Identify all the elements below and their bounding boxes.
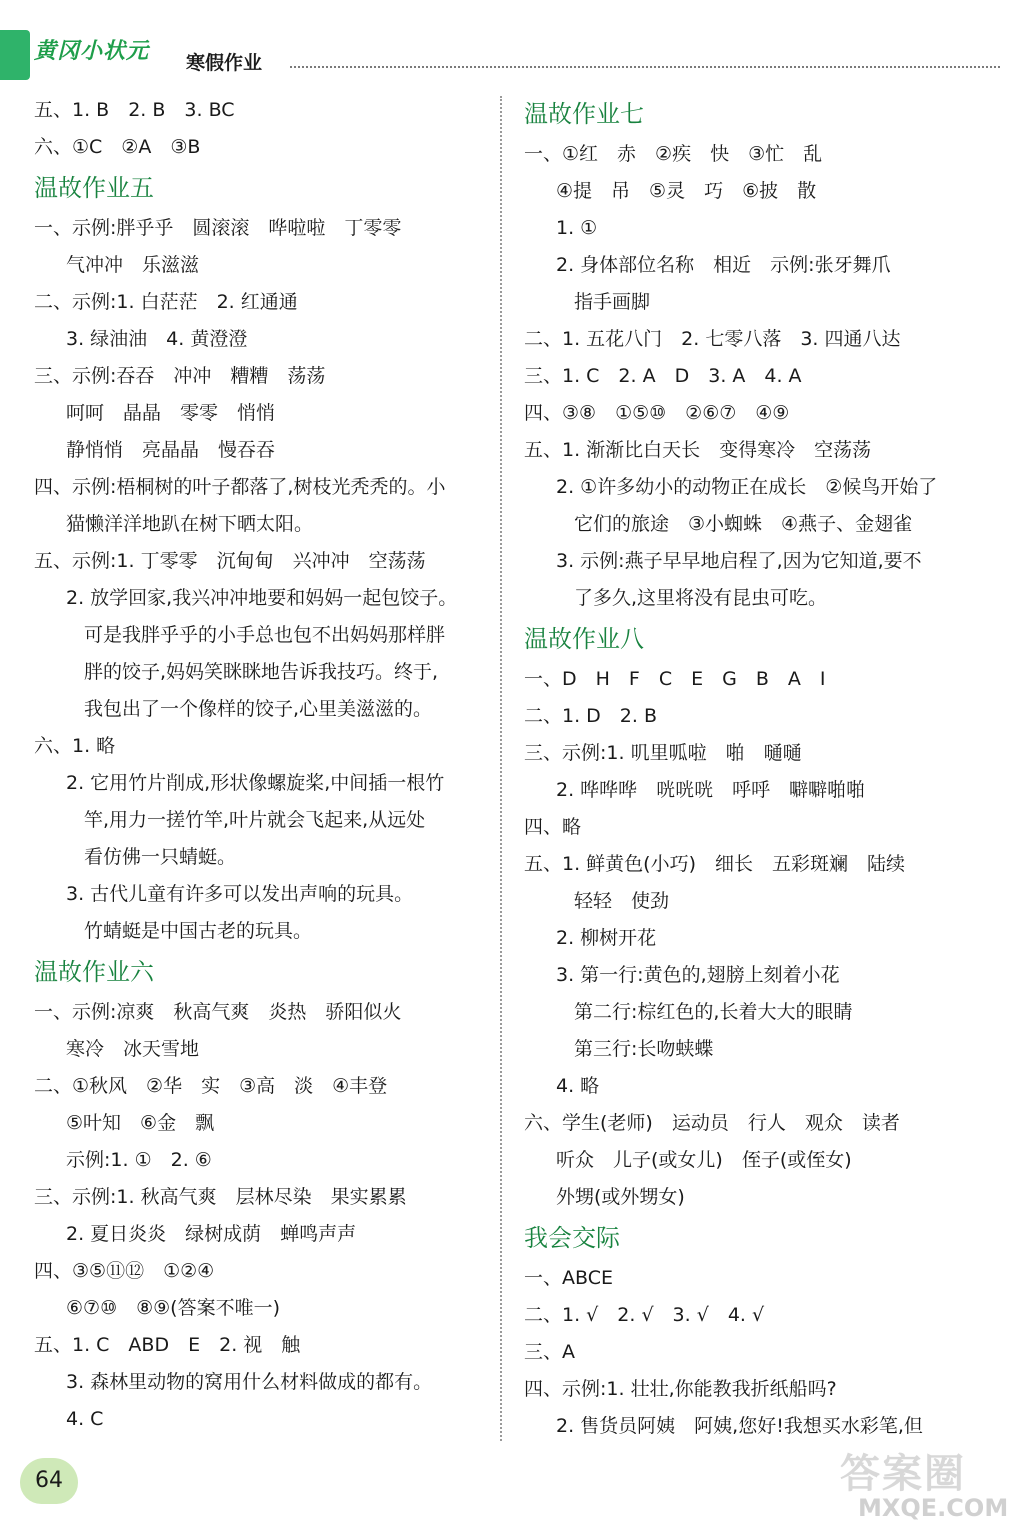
answer-line: 2. 放学回家,我兴冲冲地要和妈妈一起包饺子。 bbox=[66, 587, 458, 609]
answer-line: 一、D H F C E G B A I bbox=[524, 668, 826, 690]
answer-line: 第三行:长吻蛱蝶 bbox=[574, 1038, 714, 1060]
section-heading: 温故作业八 bbox=[524, 625, 644, 653]
answer-line: 二、1. D 2. B bbox=[524, 705, 658, 727]
answer-line: 呵呵 晶晶 零零 悄悄 bbox=[66, 402, 276, 424]
header-dotted-rule bbox=[290, 66, 1000, 68]
answer-line: 竿,用力一搓竹竿,叶片就会飞起来,从远处 bbox=[84, 809, 426, 831]
answer-line: 四、③⑤⑪⑫ ①②④ bbox=[34, 1260, 215, 1282]
answer-line: ⑥⑦⑩ ⑧⑨(答案不唯一) bbox=[66, 1297, 280, 1319]
answer-line: 轻轻 使劲 bbox=[574, 890, 670, 912]
answer-line: 五、1. 鲜黄色(小巧) 细长 五彩斑斓 陆续 bbox=[524, 853, 905, 875]
answer-line: 指手画脚 bbox=[574, 291, 651, 313]
answer-line: 二、示例:1. 白茫茫 2. 红通通 bbox=[34, 291, 298, 313]
answer-line: 2. 售货员阿姨 阿姨,您好!我想买水彩笔,但 bbox=[556, 1415, 923, 1437]
answer-line: 三、A bbox=[524, 1341, 575, 1363]
answer-line: 4. 略 bbox=[556, 1075, 600, 1097]
answer-line: 二、1. 五花八门 2. 七零八落 3. 四通八达 bbox=[524, 328, 901, 350]
answer-line: 二、①秋风 ②华 实 ③高 淡 ④丰登 bbox=[34, 1075, 388, 1097]
answer-line: 3. 第一行:黄色的,翅膀上刻着小花 bbox=[556, 964, 840, 986]
answer-line: 一、ABCE bbox=[524, 1267, 613, 1289]
header-title: 寒假作业 bbox=[186, 52, 263, 74]
answer-line: 三、示例:1. 叽里呱啦 啪 嗵嗵 bbox=[524, 742, 802, 764]
answer-line: 一、示例:胖乎乎 圆滚滚 哗啦啦 丁零零 bbox=[34, 217, 402, 239]
answer-line: 一、示例:凉爽 秋高气爽 炎热 骄阳似火 bbox=[34, 1001, 402, 1023]
answer-line: 它们的旅途 ③小蜘蛛 ④燕子、金翅雀 bbox=[574, 513, 913, 535]
brand-logo: 黄冈小状元 bbox=[34, 39, 150, 64]
answer-line: 3. 示例:燕子早早地启程了,因为它知道,要不 bbox=[556, 550, 922, 572]
answer-line: 五、1. B 2. B 3. BC bbox=[34, 99, 235, 121]
answer-line: 胖的饺子,妈妈笑眯眯地告诉我技巧。终于, bbox=[84, 661, 439, 683]
answer-line: 听众 儿子(或女儿) 侄子(或侄女) bbox=[556, 1149, 852, 1171]
section-heading: 我会交际 bbox=[524, 1224, 620, 1252]
answer-line: 三、示例:吞吞 冲冲 糟糟 荡荡 bbox=[34, 365, 326, 387]
left-column bbox=[34, 92, 494, 1438]
answer-line: 2. 哗哗哗 咣咣咣 呼呼 噼噼啪啪 bbox=[556, 779, 866, 801]
answer-line: 3. 绿油油 4. 黄澄澄 bbox=[66, 328, 248, 350]
answer-line: 寒冷 冰天雪地 bbox=[66, 1038, 200, 1060]
answer-line: 2. 它用竹片削成,形状像螺旋桨,中间插一根竹 bbox=[66, 772, 445, 794]
answer-line: 2. 夏日炎炎 绿树成荫 蝉鸣声声 bbox=[66, 1223, 357, 1245]
column-divider bbox=[500, 96, 502, 1441]
watermark bbox=[840, 1442, 1010, 1532]
answer-line: 2. 柳树开花 bbox=[556, 927, 657, 949]
answer-line: 看仿佛一只蜻蜓。 bbox=[84, 846, 237, 868]
answer-line: 六、学生(老师) 运动员 行人 观众 读者 bbox=[524, 1112, 900, 1134]
answer-line: 第二行:棕红色的,长着大大的眼睛 bbox=[574, 1001, 853, 1023]
answer-line: 三、示例:1. 秋高气爽 层林尽染 果实累累 bbox=[34, 1186, 407, 1208]
answer-line: 3. 森林里动物的窝用什么材料做成的都有。 bbox=[66, 1371, 433, 1393]
answer-line: 五、1. C ABD E 2. 视 触 bbox=[34, 1334, 301, 1356]
answer-line: 1. ① bbox=[556, 217, 598, 239]
answer-line: 静悄悄 亮晶晶 慢吞吞 bbox=[66, 439, 276, 461]
answer-line: 外甥(或外甥女) bbox=[556, 1186, 685, 1208]
answer-line: 四、略 bbox=[524, 816, 582, 838]
section-heading: 温故作业六 bbox=[34, 958, 154, 986]
answer-line: 五、1. 渐渐比白天长 变得寒冷 空荡荡 bbox=[524, 439, 872, 461]
answer-line: 猫懒洋洋地趴在树下晒太阳。 bbox=[66, 513, 314, 535]
answer-line: 2. ①许多幼小的动物正在成长 ②候鸟开始了 bbox=[556, 476, 938, 498]
answer-line: 可是我胖乎乎的小手总也包不出妈妈那样胖 bbox=[84, 624, 446, 646]
section-heading: 温故作业五 bbox=[34, 174, 154, 202]
watermark-text: 答案圈 bbox=[840, 1451, 966, 1497]
answer-line: 3. 古代儿童有许多可以发出声响的玩具。 bbox=[66, 883, 414, 905]
right-column bbox=[524, 92, 994, 1445]
section-heading: 温故作业七 bbox=[524, 100, 644, 128]
answer-line: 六、1. 略 bbox=[34, 735, 116, 757]
answer-line: 了多久,这里将没有昆虫可吃。 bbox=[574, 587, 828, 609]
page-number: 64 bbox=[20, 1458, 78, 1504]
answer-line: 六、①C ②A ③B bbox=[34, 136, 201, 158]
answer-line: 示例:1. ① 2. ⑥ bbox=[66, 1149, 212, 1171]
answer-line: 一、①红 赤 ②疾 快 ③忙 乱 bbox=[524, 143, 823, 165]
answer-line: ④提 吊 ⑤灵 巧 ⑥披 散 bbox=[556, 180, 817, 202]
answer-line: ⑤叶知 ⑥金 飘 bbox=[66, 1112, 215, 1134]
answer-line: 四、③⑧ ①⑤⑩ ②⑥⑦ ④⑨ bbox=[524, 402, 790, 424]
answer-line: 气冲冲 乐滋滋 bbox=[66, 254, 200, 276]
answer-line: 三、1. C 2. A D 3. A 4. A bbox=[524, 365, 802, 387]
answer-line: 四、示例:梧桐树的叶子都落了,树枝光秃秃的。小 bbox=[34, 476, 446, 498]
answer-line: 4. C bbox=[66, 1408, 104, 1430]
answer-line: 我包出了一个像样的饺子,心里美滋滋的。 bbox=[84, 698, 433, 720]
page-header bbox=[0, 22, 1018, 82]
watermark-url: MXQE.COM bbox=[858, 1494, 1009, 1522]
answer-line: 四、示例:1. 壮壮,你能教我折纸船吗? bbox=[524, 1378, 837, 1400]
answer-line: 五、示例:1. 丁零零 沉甸甸 兴冲冲 空荡荡 bbox=[34, 550, 426, 572]
answer-line: 竹蜻蜓是中国古老的玩具。 bbox=[84, 920, 313, 942]
header-accent-bar bbox=[0, 30, 30, 80]
answer-line: 二、1. √ 2. √ 3. √ 4. √ bbox=[524, 1304, 765, 1326]
answer-line: 2. 身体部位名称 相近 示例:张牙舞爪 bbox=[556, 254, 891, 276]
